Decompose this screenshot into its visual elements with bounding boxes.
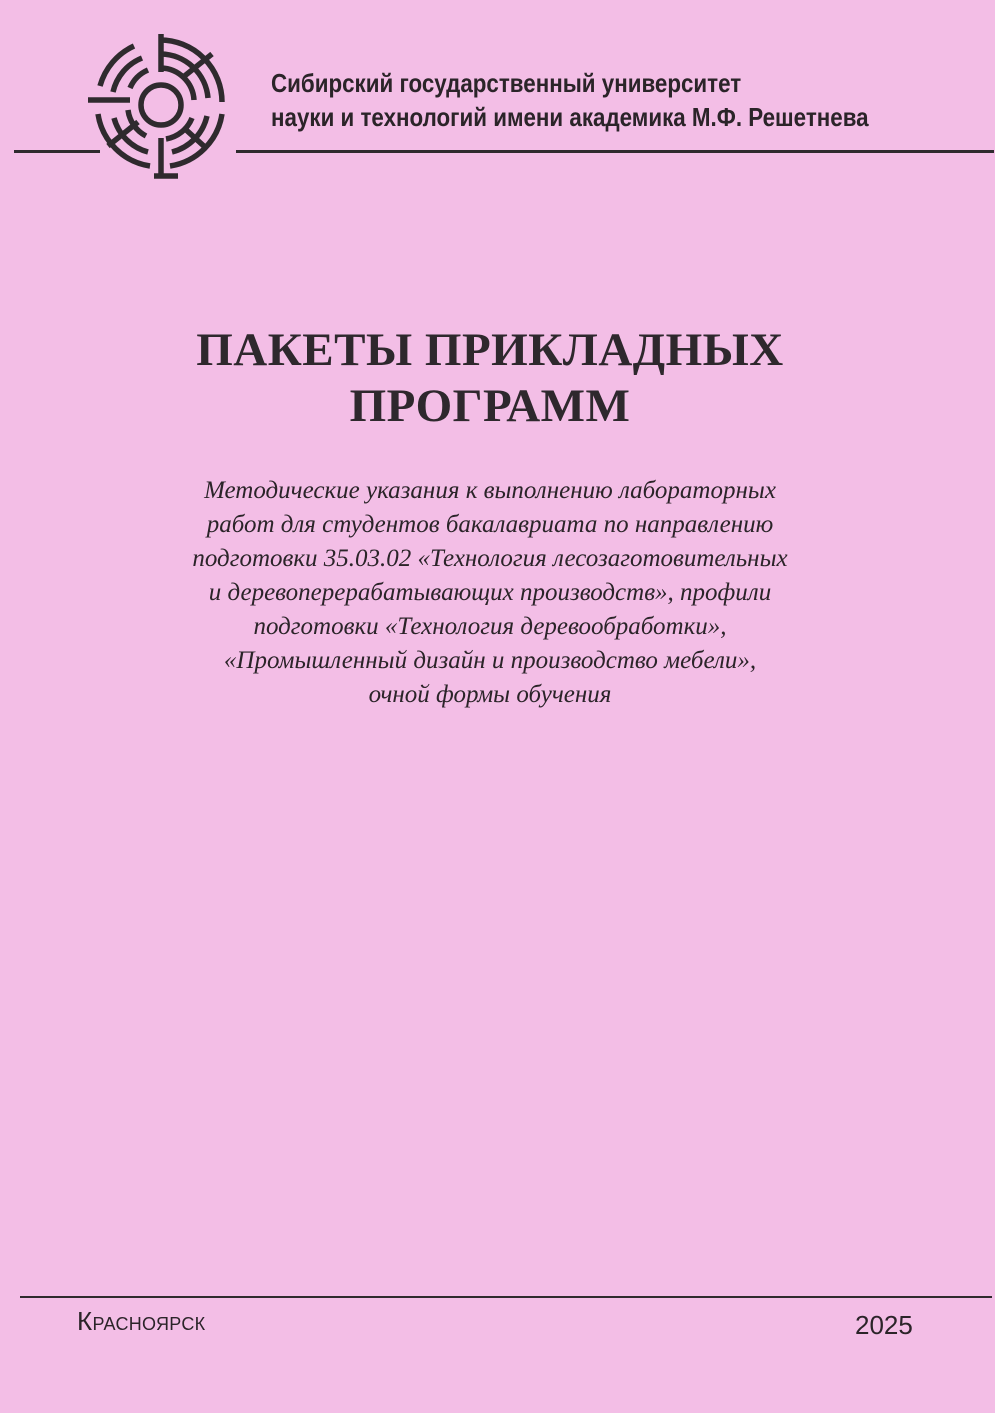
subtitle-line: и деревоперерабатывающих производств», профили (208, 579, 772, 606)
document-title-line1: ПАКЕТЫ ПРИКЛАДНЫХ (196, 324, 784, 376)
header-rule-right (236, 150, 994, 153)
header-rule-left (14, 150, 100, 153)
footer-rule (20, 1296, 992, 1298)
document-title (0, 322, 980, 434)
subtitle-line: «Промышленный дизайн и производство мебели», (223, 647, 757, 674)
subtitle-line: работ для студентов бакалавриата по направлению (206, 511, 774, 538)
document-title-line2: ПРОГРАММ (349, 380, 631, 432)
subtitle-line: подготовки «Технология деревообработки», (253, 613, 727, 640)
publication-city: Красноярск (77, 1306, 206, 1336)
document-subtitle (0, 474, 980, 712)
university-name-line2: науки и технологий имени академика М.Ф. Решетнева (271, 102, 869, 132)
publication-year: 2025 (855, 1310, 913, 1340)
university-name (271, 66, 873, 134)
subtitle-line: подготовки 35.03.02 «Технология лесозаготовительных (192, 545, 788, 572)
university-name-line1: Сибирский государственный университет (271, 68, 742, 98)
university-emblem-icon (86, 30, 236, 180)
subtitle-line: очной формы обучения (368, 681, 612, 708)
subtitle-line: Методические указания к выполнению лабораторных (204, 477, 776, 504)
